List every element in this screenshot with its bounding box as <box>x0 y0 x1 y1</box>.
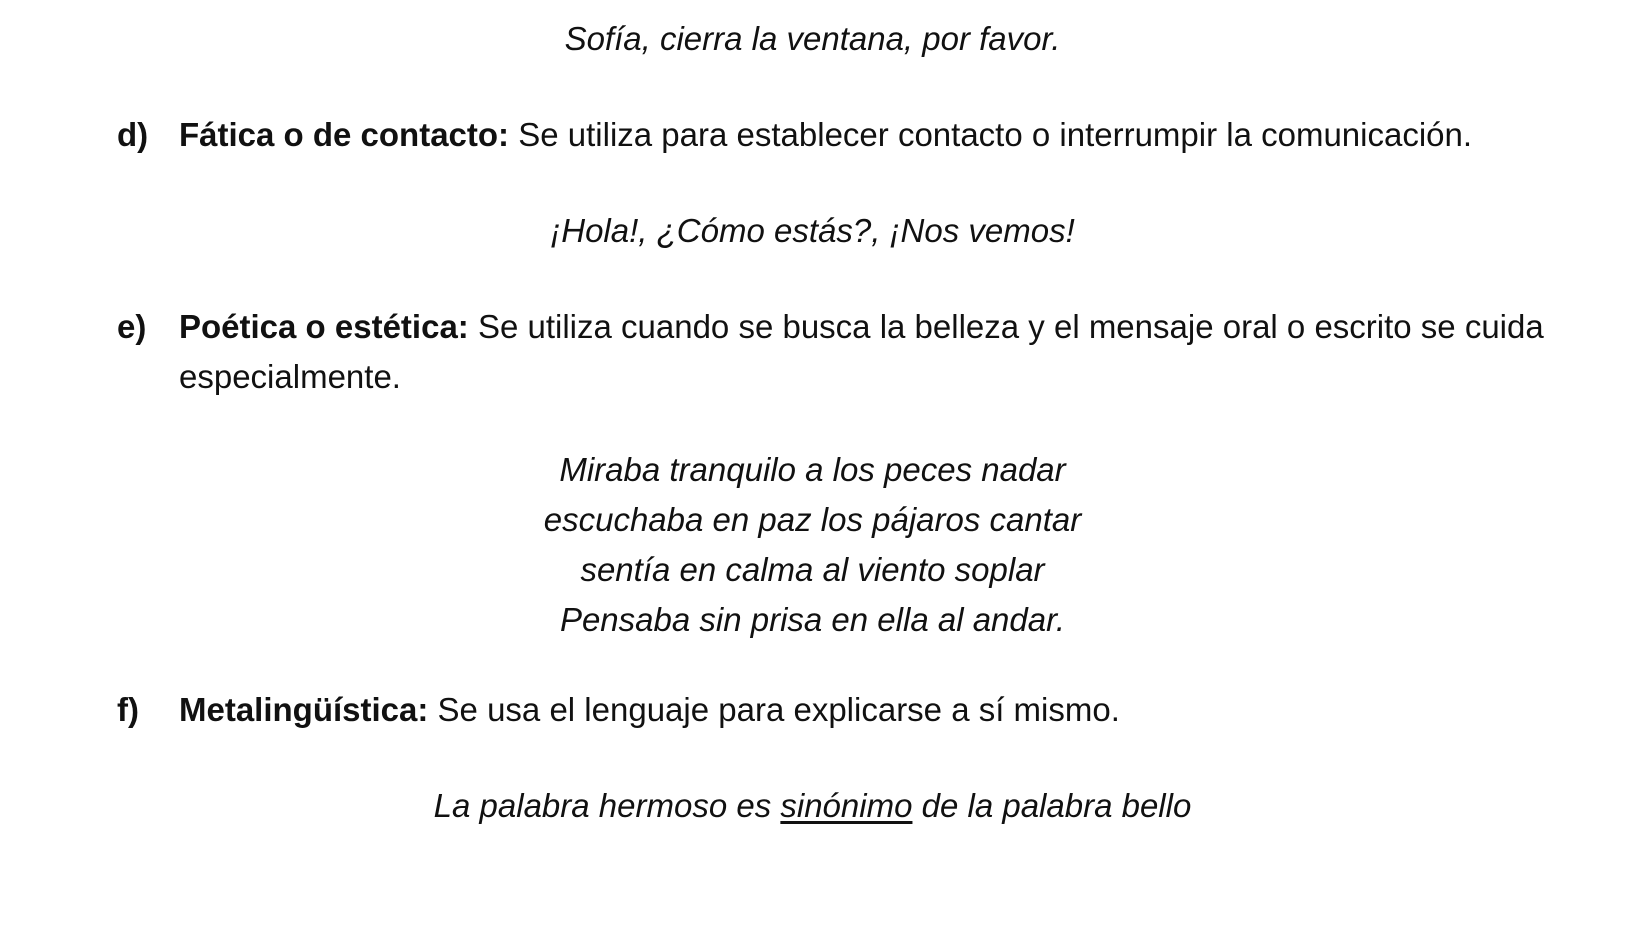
item-body <box>179 685 1577 735</box>
example-f-underlined-word: sinónimo <box>780 787 913 824</box>
function-item-e <box>117 302 1577 402</box>
function-item-d <box>117 110 1577 160</box>
item-term: Fática o de contacto: <box>179 116 510 153</box>
item-marker: e) <box>117 308 147 345</box>
example-d-text: ¡Hola!, ¿Cómo estás?, ¡Nos vemos! <box>550 212 1075 249</box>
example-sentence-f <box>0 781 1625 831</box>
poem-line: sentía en calma al viento soplar <box>580 551 1045 588</box>
item-body <box>179 110 1577 160</box>
example-c-text: Sofía, cierra la ventana, por favor. <box>564 20 1061 57</box>
example-sentence-d <box>0 206 1625 256</box>
item-marker: d) <box>117 116 149 153</box>
poem-line: escuchaba en paz los pájaros cantar <box>543 501 1082 538</box>
function-item-f <box>117 685 1577 735</box>
poem-example <box>0 445 1625 645</box>
example-sentence-c <box>0 14 1625 64</box>
example-f-before: La palabra hermoso es <box>433 787 781 824</box>
poem-line: Miraba tranquilo a los peces nadar <box>559 451 1066 488</box>
item-term: Metalingüística: <box>179 691 429 728</box>
item-term: Poética o estética: <box>179 308 469 345</box>
item-description: Se usa el lenguaje para explicarse a sí mismo. <box>428 691 1120 728</box>
item-description: Se utiliza cuando se busca la belleza y el mensaje oral o escrito se cuida especialmente. <box>179 308 1544 395</box>
item-body <box>179 302 1577 402</box>
item-description: Se utiliza para establecer contacto o interrumpir la comunicación. <box>509 116 1473 153</box>
example-f-after: de la palabra bello <box>912 787 1192 824</box>
item-marker: f) <box>117 691 139 728</box>
poem-line: Pensaba sin prisa en ella al andar. <box>559 601 1066 638</box>
